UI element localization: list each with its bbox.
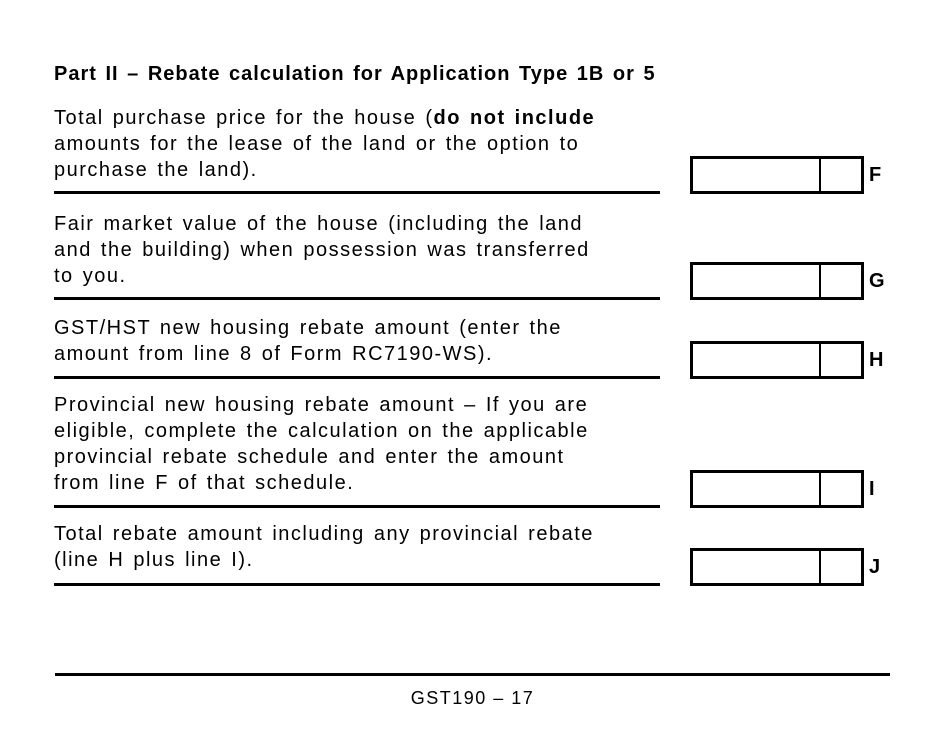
label-line: GST/HST new housing rebate amount (enter the: [54, 317, 562, 339]
label-line: provincial rebate schedule and enter the amount: [54, 446, 565, 468]
footer-rule: [55, 673, 890, 676]
separator-line-f: [54, 191, 660, 194]
form-number-page: GST190 – 17: [410, 688, 535, 708]
label-line: and the building) when possession was transferred: [54, 239, 590, 261]
line-letter-g: G: [869, 270, 886, 292]
line-letter-j: J: [869, 556, 882, 578]
label-line: amount from line 8 of Form RC7190-WS).: [54, 343, 494, 365]
amount-field-i[interactable]: [690, 470, 864, 508]
label-line: amounts for the lease of the land or the option to: [54, 133, 580, 155]
line-g-label: [54, 211, 590, 289]
amount-cents-cell-i[interactable]: [819, 473, 861, 505]
line-i-label: [54, 392, 589, 496]
amount-dollars-cell-f[interactable]: [693, 159, 819, 191]
label-line: from line F of that schedule.: [54, 472, 355, 494]
line-letter-h: H: [869, 349, 885, 371]
line-j-label: [54, 521, 594, 573]
label-line: to you.: [54, 265, 127, 287]
amount-field-j[interactable]: [690, 548, 864, 586]
line-h-label: [54, 315, 562, 367]
separator-line-g: [54, 297, 660, 300]
line-f-label: [54, 105, 595, 183]
separator-line-i: [54, 505, 660, 508]
amount-dollars-cell-h[interactable]: [693, 344, 819, 376]
label-line: purchase the land).: [54, 159, 258, 181]
amount-dollars-cell-i[interactable]: [693, 473, 819, 505]
page-title: Part II – Rebate calculation for Application Type 1B or 5: [54, 63, 656, 85]
amount-field-h[interactable]: [690, 341, 864, 379]
amount-cents-cell-f[interactable]: [819, 159, 861, 191]
label-line: Provincial new housing rebate amount – If you are: [54, 394, 589, 416]
amount-cents-cell-h[interactable]: [819, 344, 861, 376]
separator-line-j: [54, 583, 660, 586]
line-letter-i: I: [869, 478, 876, 500]
label-line: Total purchase price for the house (do not include: [54, 107, 596, 129]
label-line: (line H plus line I).: [54, 549, 254, 571]
amount-dollars-cell-g[interactable]: [693, 265, 819, 297]
line-letter-f: F: [869, 164, 883, 186]
label-line: Total rebate amount including any provincial rebate: [54, 523, 594, 545]
separator-line-h: [54, 376, 660, 379]
label-line: Fair market value of the house (including the land: [54, 213, 584, 235]
amount-field-g[interactable]: [690, 262, 864, 300]
amount-dollars-cell-j[interactable]: [693, 551, 819, 583]
amount-cents-cell-g[interactable]: [819, 265, 861, 297]
amount-cents-cell-j[interactable]: [819, 551, 861, 583]
label-line: eligible, complete the calculation on the applicable: [54, 420, 589, 442]
amount-field-f[interactable]: [690, 156, 864, 194]
